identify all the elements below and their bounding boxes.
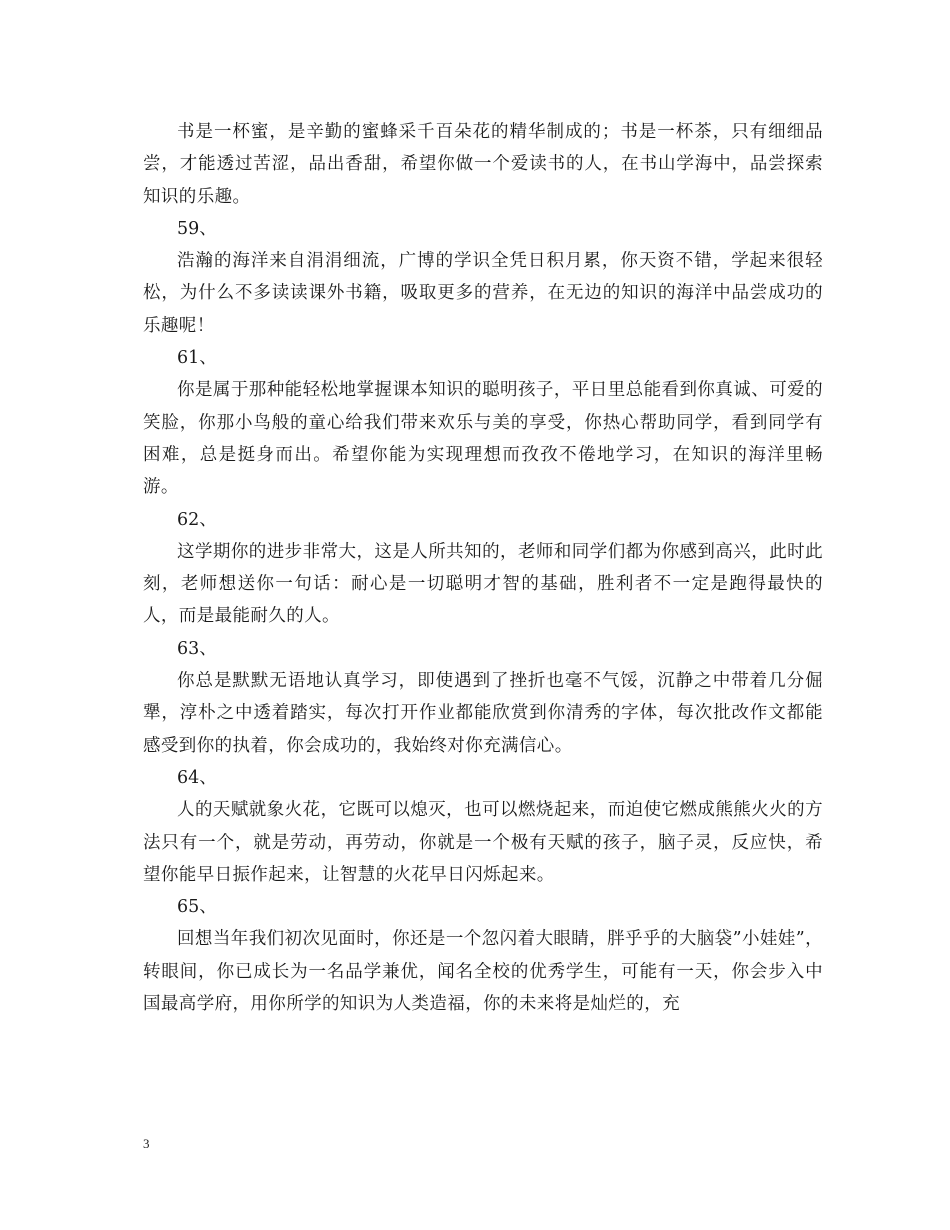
paragraph: 书是一杯蜜，是辛勤的蜜蜂采千百朵花的精华制成的；书是一杯茶，只有细细品尝，才能透过苦涩，品出香甜，希望你做一个爱读书的人，在书山学海中，品尝探索知识的乐趣。 — [143, 122, 823, 207]
item-number: 63、 — [177, 638, 217, 659]
page-number: 3 — [143, 1136, 150, 1151]
paragraph: 人的天赋就象火花，它既可以熄灭，也可以燃烧起来，而迫使它燃成熊熊火火的方法只有一个，就是劳动，再劳动，你就是一个极有天赋的孩子，脑子灵，反应快，希望你能早日振作起来，让智慧的火花早日闪烁起来。 — [143, 800, 823, 885]
item-number: 61、 — [177, 348, 217, 369]
paragraph: 你总是默默无语地认真学习，即使遇到了挫折也毫不气馁，沉静之中带着几分倔犟，淳朴之中透着踏实，每次打开作业都能欣赏到你清秀的字体，每次批改作文都能感受到你的执着，你会成功的，我始终对你充满信心。 — [143, 671, 823, 756]
item-number: 59、 — [177, 218, 217, 239]
item-number: 62、 — [177, 509, 217, 530]
paragraph: 浩瀚的海洋来自涓涓细流，广博的学识全凭日积月累，你天资不错，学起来很轻松，为什么不多读读课外书籍，吸取更多的营养，在无边的知识的海洋中品尝成功的乐趣呢！ — [143, 251, 823, 336]
paragraph: 回想当年我们初次见面时，你还是一个忽闪着大眼睛，胖乎乎的大脑袋”小娃娃”，转眼间，你已成长为一名品学兼优，闻名全校的优秀学生，可能有一天，你会步入中国最高学府，用你所学的知识为人类造福，你的未来将是灿烂的，充 — [143, 929, 823, 1015]
paragraph: 你是属于那种能轻松地掌握课本知识的聪明孩子，平日里总能看到你真诚、可爱的笑脸，你那小鸟般的童心给我们带来欢乐与美的享受，你热心帮助同学，看到同学有困难，总是挺身而出。希望你能为实现理想而孜孜不倦地学习，在知识的海洋里畅游。 — [143, 380, 823, 498]
item-number: 64、 — [177, 767, 217, 788]
item-number: 65、 — [177, 897, 217, 918]
paragraph: 这学期你的进步非常大，这是人所共知的，老师和同学们都为你感到高兴，此时此刻，老师想送你一句话：耐心是一切聪明才智的基础，胜利者不一定是跑得最快的人，而是最能耐久的人。 — [143, 541, 823, 627]
document-body — [143, 116, 823, 1020]
